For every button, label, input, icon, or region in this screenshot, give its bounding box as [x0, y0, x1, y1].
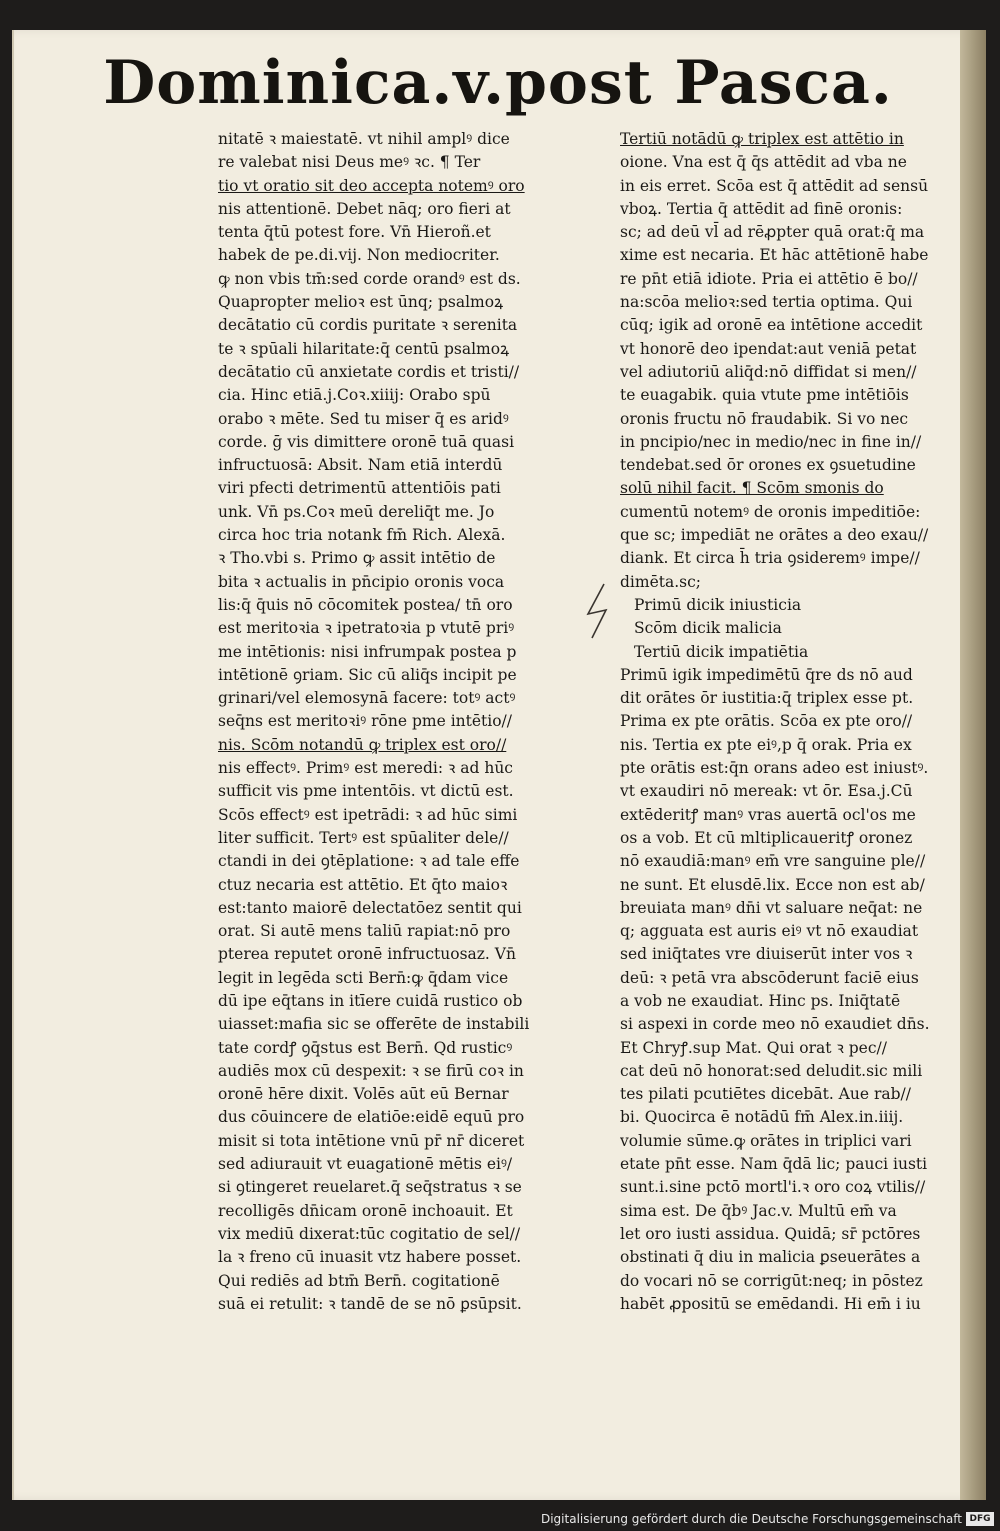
left-text-column: [218, 128, 573, 1316]
text-line: Qui rediēs ad btm̄ Bern̄. cogitationē: [218, 1271, 500, 1290]
text-line: vboꝝ. Tertia q̄ attēdit ad finē oronis:: [620, 199, 903, 218]
text-line: tes pilati pcutiētes dicebāt. Aue rab//: [620, 1085, 911, 1104]
text-line: solū nihil facit. ¶ Scōm smonis do: [620, 479, 884, 498]
text-line: vix mediū dixerat:tūc cogitatio de sel//: [218, 1224, 521, 1243]
text-line: nis. Tertia ex pte eiꝰ,p q̄ orak. Pria ex: [620, 735, 912, 754]
text-line: seq̄ns est meritoꝛiꝰ rōne pme intētio//: [218, 712, 512, 731]
text-line: uiasset:mafia sic se offerēte de instabili: [218, 1015, 530, 1034]
text-line: nis. Scōm notandū ꝙ triplex est oro//: [218, 735, 507, 754]
text-line: tate cordꝭ ꝯq̄stus est Bern̄. Qd rusticꝰ: [218, 1038, 513, 1057]
text-line: bi. Quocirca ē notādū fm̄ Alex.in.iiij.: [620, 1108, 904, 1127]
text-line: sed iniq̄tates vre diuiserūt inter vos ꝛ: [620, 945, 913, 964]
text-line: la ꝛ freno cū inuasit vtz habere posset.: [218, 1248, 522, 1267]
text-line: ꝙ non vbis tm̄:sed corde orandꝰ est ds.: [218, 269, 521, 288]
text-line: nis attentionē. Debet nāq; oro fieri at: [218, 199, 511, 218]
text-line: ne sunt. Et elusdē.lix. Ecce non est ab/: [620, 875, 925, 894]
text-line: q; agguata est auris eiꝰ vt nō exaudiat: [620, 922, 919, 941]
text-line: sc; ad deū vl̄ ad rēꝓpter quā orat:q̄ ma: [620, 223, 925, 242]
text-line: dus cōuincere de elatiōe:eidē equū pro: [218, 1108, 525, 1127]
text-line: audiēs mox cū despexit: ꝛ se firū coꝛ in: [218, 1061, 524, 1080]
text-line: obstinati q̄ diu in malicia ꝑseuerātes a: [620, 1248, 921, 1267]
text-line: do vocari nō se corrigūt:neq; in pōstez: [620, 1271, 923, 1290]
text-line: dū ipe eq̄tans in itīere cuidā rustico ob: [218, 991, 523, 1010]
text-line: Scōm dicik malicia: [634, 619, 782, 638]
text-line: bita ꝛ actualis in pn̄cipio oronis voca: [218, 572, 505, 591]
text-line: oronis fructu nō fraudabik. Si vo nec: [620, 409, 909, 428]
text-line: cumentū notemꝰ de oronis impeditiōe:: [620, 502, 921, 521]
text-line: cat deū nō honorat:sed deludit.sic mili: [620, 1061, 923, 1080]
text-line: Primū igik impedimētū q̄re ds nō aud: [620, 665, 913, 684]
text-line: corde. ḡ vis dimittere oronē tuā quasi: [218, 432, 515, 451]
footer-credit: Digitalisierung gefördert durch die Deutsche Forschungsgemeinschaft: [540, 1512, 962, 1526]
page-edge: [960, 30, 986, 1500]
text-line: decātatio cū cordis puritate ꝛ serenita: [218, 316, 518, 335]
text-line: est:tanto maiorē delectatōez sentit qui: [218, 898, 522, 917]
text-line: vel adiutoriū aliq̄d:nō diffidat si men//: [620, 362, 917, 381]
text-line: sunt.i.sine pctō mortl'i.ꝛ oro coꝝ vtilis//: [620, 1178, 926, 1197]
text-line: habek de pe.di.vij. Non mediocriter.: [218, 246, 500, 265]
text-line: grinari/vel elemosynā facere: totꝰ actꝰ: [218, 689, 516, 708]
text-line: oronē hēre dixit. Volēs aūt eū Bernar: [218, 1085, 509, 1104]
text-line: cūq; igik ad oronē ea intētione accedit: [620, 316, 923, 335]
text-line: unk. Vn̄ ps.Coꝛ meū dereliq̄t me. Jo: [218, 502, 495, 521]
text-line: ctuz necaria est attētio. Et q̄to maioꝛ: [218, 875, 508, 894]
text-line: a vob ne exaudiat. Hinc ps. Iniq̄tatē: [620, 991, 901, 1010]
text-line: re valebat nisi Deus meꝰ ꝛc. ¶ Ter: [218, 153, 481, 172]
page-title: Dominica.v.post Pasca.: [103, 48, 893, 118]
text-line: sima est. De q̄bꝰ Jac.v. Multū em̄ va: [620, 1201, 897, 1220]
text-line: que sc; impediāt ne orātes a deo exau//: [620, 526, 929, 545]
text-line: te euagabik. quia vtute pme intētiōis: [620, 386, 909, 405]
text-line: me intētionis: nisi infrumpak postea p: [218, 642, 517, 661]
text-line: vt honorē deo ipendat:aut veniā petat: [620, 339, 917, 358]
text-line: Primū dicik iniusticia: [634, 595, 802, 614]
text-line: orat. Si autē mens taliū rapiat:nō pro: [218, 922, 511, 941]
text-line: viri pfecti detrimentū attentiōis pati: [218, 479, 501, 498]
text-line: lis:q̄ q̄uis nō cōcomitek postea/ tn̄ oro: [218, 595, 513, 614]
text-line: os a vob. Et cū mltiplicaueritꝭ oronez: [620, 828, 913, 847]
text-line: extēderitꝭ manꝰ vras auertā ocl'os me: [620, 805, 916, 824]
text-line: sufficit vis pme intentōis. vt dictū est.: [218, 782, 514, 801]
text-line: si ꝯtingeret reuelaret.q̄ seq̄stratus ꝛ se: [218, 1178, 522, 1197]
text-line: infructuosā: Absit. Nam etiā interdū: [218, 456, 503, 475]
text-line: legit in legēda scti Bern̄:ꝙ q̄dam vice: [218, 968, 509, 987]
text-line: tenta q̄tū potest fore. Vn̄ Hieroñ.et: [218, 223, 491, 242]
marginal-annotation-mark: [582, 580, 612, 640]
text-line: orabo ꝛ mēte. Sed tu miser q̄ es aridꝰ: [218, 409, 509, 428]
text-line: nō exaudiā:manꝰ em̄ vre sanguine ple//: [620, 852, 926, 871]
text-line: Et Chryꝭ.sup Mat. Qui orat ꝛ pec//: [620, 1038, 887, 1057]
right-text-column: [620, 128, 975, 1316]
text-line: circa hoc tria notank fm̄ Rich. Alexā.: [218, 526, 506, 545]
text-line: nis effectꝰ. Primꝰ est meredi: ꝛ ad hūc: [218, 759, 513, 778]
text-line: in eis erret. Scōa est q̄ attēdit ad sensū: [620, 176, 929, 195]
text-line: pterea reputet oronē infructuosaz. Vn̄: [218, 945, 516, 964]
footer-bar: [0, 1509, 1000, 1531]
text-line: Tertiū dicik impatiētia: [634, 642, 809, 661]
text-line: recolligēs dn̄icam oronē inchoauit. Et: [218, 1201, 513, 1220]
text-line: ctandi in dei ꝯtēplatione: ꝛ ad tale effe: [218, 852, 520, 871]
text-line: deū: ꝛ petā vra abscōderunt faciē eius: [620, 968, 919, 987]
text-line: liter sufficit. Tertꝰ est spūaliter dele//: [218, 828, 509, 847]
text-line: pte orātis est:q̄n orans adeo est iniustꝰ.: [620, 759, 929, 778]
text-line: tio vt oratio sit deo accepta notemꝰ oro: [218, 176, 525, 195]
text-line: volumie sūme.ꝙ orātes in triplici vari: [620, 1131, 912, 1150]
text-line: vt exaudiri nō mereak: vt ōr. Esa.j.Cū: [620, 782, 913, 801]
book-page: [12, 30, 982, 1500]
text-line: breuiata manꝰ dn̄i vt saluare neq̄at: ne: [620, 898, 923, 917]
text-line: diank. Et circa h̄ tria ꝯsideremꝰ impe//: [620, 549, 920, 568]
text-line: in pncipio/nec in medio/nec in fine in//: [620, 432, 922, 451]
text-line: xime est necaria. Et hāc attētionē habe: [620, 246, 929, 265]
text-line: re pn̄t etiā idiote. Pria ei attētio ē bo//: [620, 269, 918, 288]
text-line: nitatē ꝛ maiestatē. vt nihil amplꝰ dice: [218, 130, 510, 148]
text-line: let oro iusti assidua. Quidā; sr̄ pctōres: [620, 1224, 921, 1243]
text-line: Quapropter melioꝛ est ūnq; psalmoꝝ: [218, 293, 504, 312]
text-line: intētionē ꝯriam. Sic cū aliq̄s incipit pe: [218, 665, 517, 684]
text-line: dimēta.sc;: [620, 572, 702, 591]
text-line: dit orātes ōr iustitia:q̄ triplex esse pt.: [620, 689, 914, 708]
text-line: oione. Vna est q̄ q̄s attēdit ad vba ne: [620, 153, 907, 172]
dfg-logo: DFG: [966, 1512, 994, 1526]
text-line: tendebat.sed ōr orones ex ꝯsuetudine: [620, 456, 916, 475]
text-line: decātatio cū anxietate cordis et tristi//: [218, 362, 520, 381]
text-line: ꝛ Tho.vbi s. Primo ꝙ assit intētio de: [218, 549, 496, 568]
text-line: sed adiurauit vt euagationē mētis eiꝰ/: [218, 1155, 513, 1174]
text-line: Tertiū notādū ꝙ triplex est attētio in: [620, 130, 904, 148]
text-line: na:scōa melioꝛ:sed tertia optima. Qui: [620, 293, 913, 312]
text-line: habēt ꝓpositū se emēdandi. Hi em̄ i iu: [620, 1294, 921, 1313]
text-line: misit si tota intētione vnū pr̄ nr̄ diceret: [218, 1131, 525, 1150]
text-line: te ꝛ spūali hilaritate:q̄ centū psalmoꝝ: [218, 339, 510, 358]
text-line: cia. Hinc etiā.j.Coꝛ.xiiij: Orabo spū: [218, 386, 491, 405]
text-line: Scōs effectꝰ est ipetrādi: ꝛ ad hūc simi: [218, 805, 518, 824]
text-line: est meritoꝛia ꝛ ipetratoꝛia p vtutē priꝰ: [218, 619, 515, 638]
text-line: suā ei retulit: ꝛ tandē de se nō ꝑsūpsit.: [218, 1294, 522, 1313]
text-line: si aspexi in corde meo nō exaudiet dn̄s.: [620, 1015, 930, 1034]
text-line: Prima ex pte orātis. Scōa ex pte oro//: [620, 712, 913, 731]
text-line: etate pn̄t esse. Nam q̄dā lic; pauci iusti: [620, 1155, 928, 1174]
